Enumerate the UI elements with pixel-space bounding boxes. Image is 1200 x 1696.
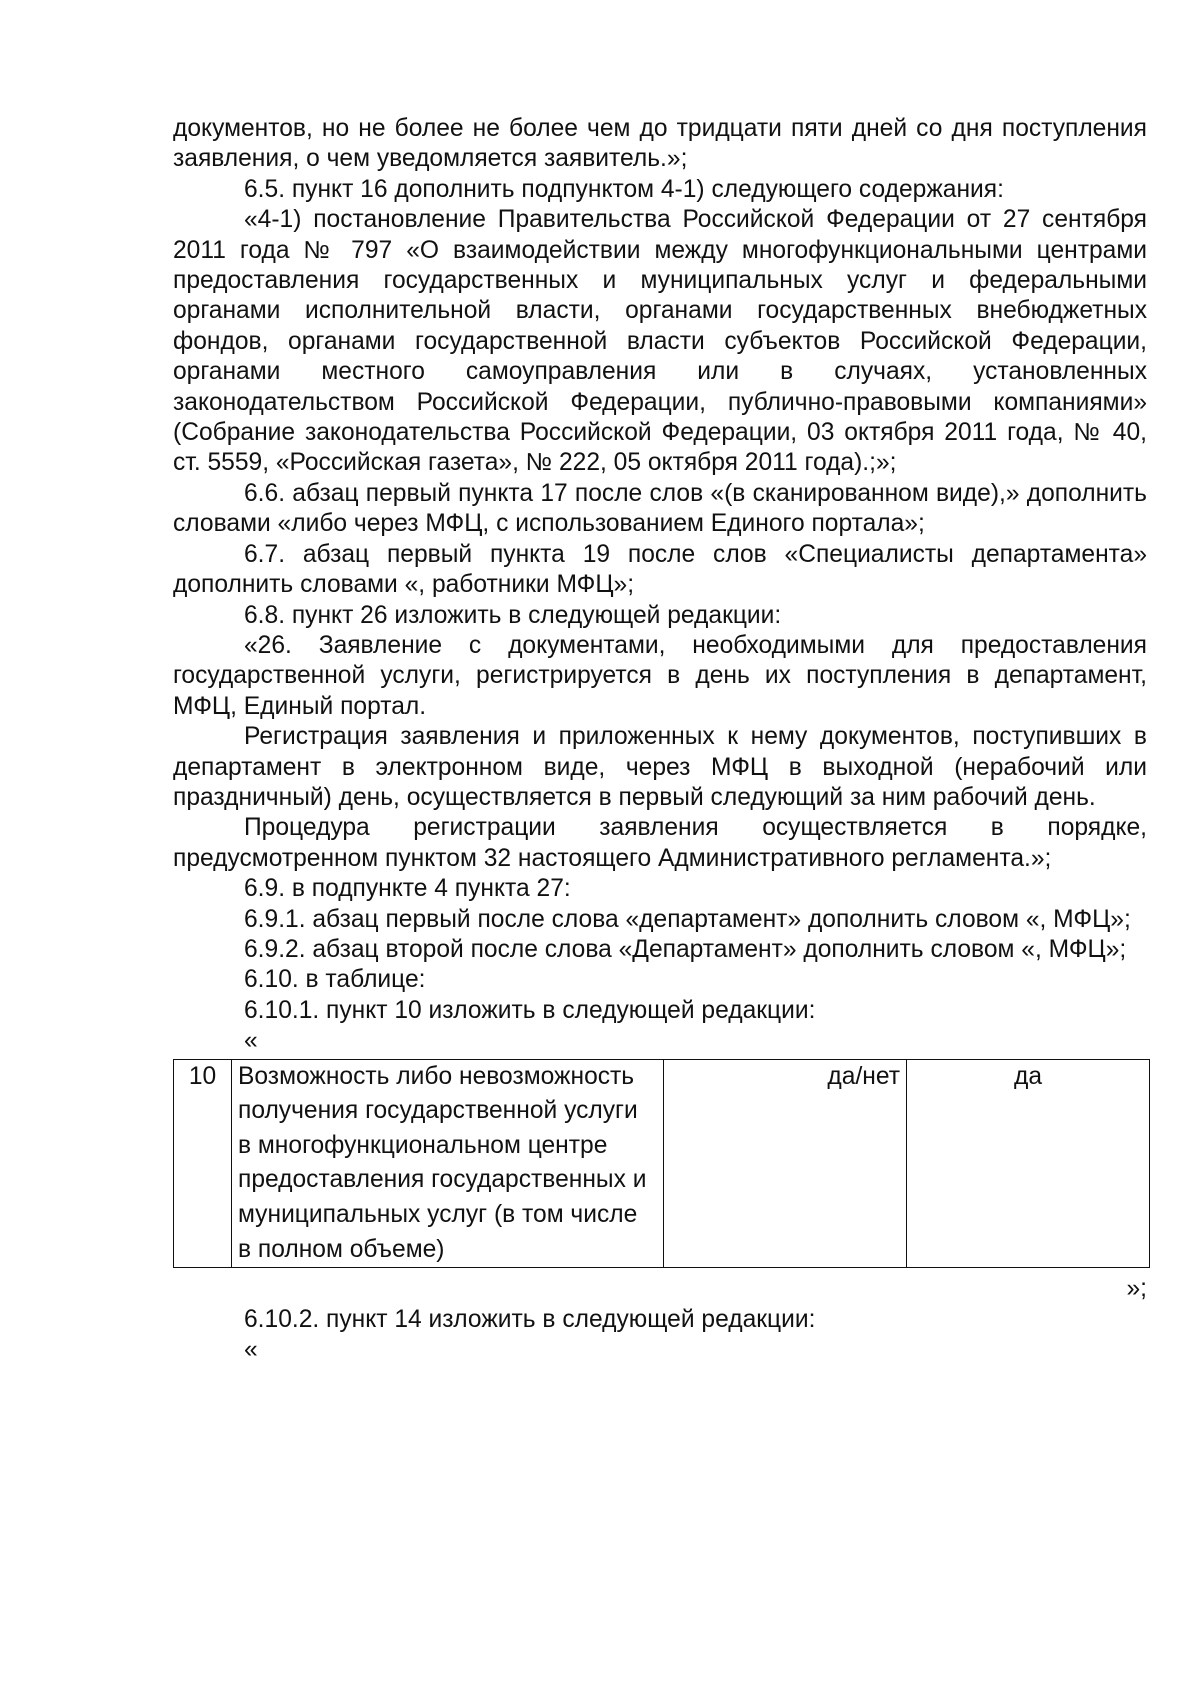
paragraph: «4-1) постановление Правительства Российской Федерации от 27 сентября 2011 года № 797 «О взаимодействии между многофункциональными центрами предоставления государственных и муниципальных услуг и федеральными органами исполнительной власти, органами государственных внебюджетных фондов, органами государственной власти субъектов Российской Федерации, органами местного самоуправления или в случаях, установленных законодательством Российской Федерации, публично-правовыми компаниями» (Собрание законодательства Российской Федерации, 03 октября 2011 года, № 40, ст. 5559, «Российская газета», № 222, 05 октября 2011 года).;»;	[173, 206, 1147, 477]
paragraph: документов, но не более не более чем до тридцати пяти дней со дня поступления заявления, о чем уведомляется заявитель.»;	[173, 115, 1147, 173]
paragraph: 6.9.2. абзац второй после слова «Департамент» дополнить словом «, МФЦ»;	[244, 935, 1127, 963]
row-number-cell: 10	[174, 1059, 232, 1268]
paragraph: 6.10.1. пункт 10 изложить в следующей редакции:	[244, 996, 816, 1024]
paragraph: «26. Заявление с документами, необходимыми для предоставления государственной услуги, регистрируется в день их поступления в департамент, МФЦ, Единый портал.	[173, 631, 1147, 720]
open-quote-mark: «	[244, 1335, 258, 1363]
amendment-table	[173, 1059, 1150, 1269]
paragraph: Процедура регистрации заявления осуществляется в порядке, предусмотренном пунктом 32 настоящего Административного регламента.»;	[173, 814, 1147, 872]
paragraph: 6.5. пункт 16 дополнить подпунктом 4-1) следующего содержания:	[244, 175, 1004, 203]
paragraph: 6.10. в таблице:	[244, 966, 426, 994]
paragraph: 6.6. абзац первый пункта 17 после слов «(в сканированном виде),» дополнить словами «либо через МФЦ, с использованием Единого портала»;	[173, 479, 1147, 538]
paragraph: 6.9. в подпункте 4 пункта 27:	[244, 875, 571, 903]
paragraph: 6.10.2. пункт 14 изложить в следующей редакции:	[244, 1305, 816, 1333]
indicator-name-cell: Возможность либо невозможность получения государственной услуги в многофункциональном центре предоставления государственных и муниципальных услуг (в том числе в полном объеме)	[232, 1059, 664, 1268]
document-page	[173, 114, 1147, 1365]
paragraph: 6.9.1. абзац первый после слова «департамент» дополнить словом «, МФЦ»;	[244, 905, 1131, 933]
close-quote-mark: »;	[1126, 1275, 1147, 1303]
paragraph: 6.8. пункт 26 изложить в следующей редакции:	[244, 601, 782, 629]
unit-cell: да/нет	[664, 1059, 907, 1268]
open-quote-mark: «	[244, 1027, 258, 1055]
paragraph: 6.7. абзац первый пункта 19 после слов «Специалисты департамента» дополнить словами «, работники МФЦ»;	[173, 540, 1147, 599]
table-row	[174, 1059, 1150, 1268]
paragraph: Регистрация заявления и приложенных к нему документов, поступивших в департамент в электронном виде, через МФЦ в выходной (нерабочий или праздничный) день, осуществляется в первый следующий за ним рабочий день.	[173, 723, 1147, 811]
value-cell: да	[907, 1059, 1150, 1268]
